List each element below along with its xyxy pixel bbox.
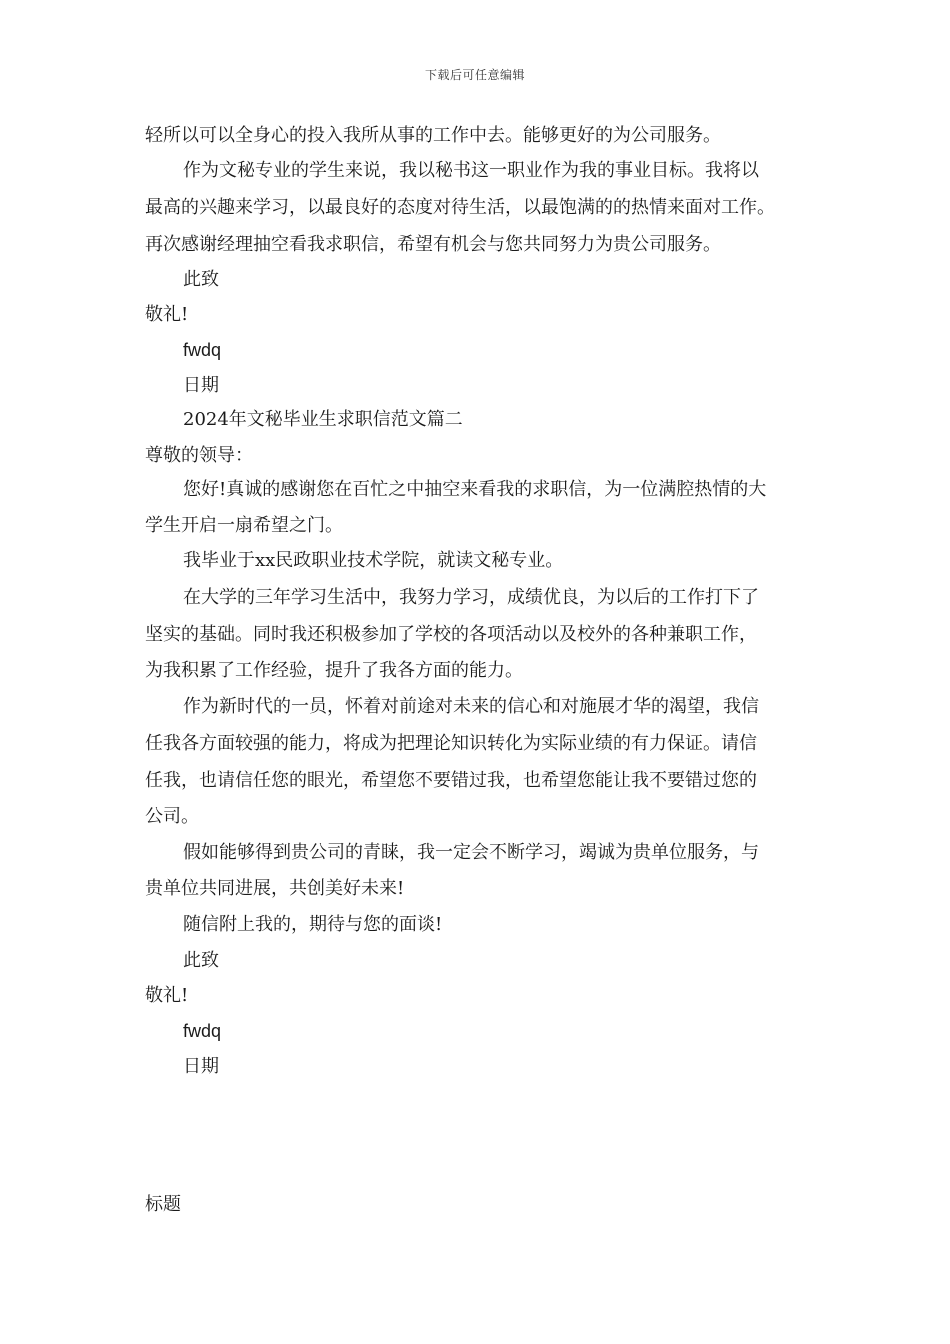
body-line: 随信附上我的，期待与您的面谈! bbox=[183, 914, 443, 935]
closing-line: 此致 bbox=[183, 269, 219, 290]
body-line: 学生开启一扇希望之门。 bbox=[145, 515, 343, 536]
body-line: 我毕业于xx民政职业技术学院，就读文秘专业。 bbox=[183, 550, 564, 571]
signature-line: fwdq bbox=[183, 1021, 222, 1041]
body-line: 轻所以可以全身心的投入我所从事的工作中去。能够更好的为公司服务。 bbox=[145, 125, 721, 146]
body-line: 坚实的基础。同时我还积极参加了学校的各项活动以及校外的各种兼职工作， bbox=[145, 624, 757, 645]
body-line: 贵单位共同进展，共创美好未来! bbox=[145, 878, 405, 899]
closing-line: 此致 bbox=[183, 950, 219, 971]
body-line: 最高的兴趣来学习，以最良好的态度对待生活，以最饱满的的热情来面对工作。 bbox=[145, 197, 775, 218]
salutation-line: 敬礼! bbox=[145, 985, 189, 1006]
date-line: 日期 bbox=[183, 1056, 219, 1077]
body-line: 在大学的三年学习生活中，我努力学习，成绩优良，为以后的工作打下了 bbox=[183, 587, 759, 608]
greeting-line: 尊敬的领导： bbox=[145, 445, 253, 466]
date-line: 日期 bbox=[183, 375, 219, 396]
body-line: 再次感谢经理抽空看我求职信，希望有机会与您共同努力为贵公司服务。 bbox=[145, 234, 721, 255]
body-line: 为我积累了工作经验，提升了我各方面的能力。 bbox=[145, 660, 523, 681]
salutation-line: 敬礼! bbox=[145, 304, 189, 325]
body-line: 您好!真诚的感谢您在百忙之中抽空来看我的求职信，为一位满腔热情的大 bbox=[183, 479, 767, 500]
body-line: 作为文秘专业的学生来说，我以秘书这一职业作为我的事业目标。我将以 bbox=[183, 160, 759, 181]
footer-label: 标题 bbox=[145, 1194, 181, 1215]
body-line: 公司。 bbox=[145, 806, 199, 827]
body-line: 任我各方面较强的能力，将成为把理论知识转化为实际业绩的有力保证。请信 bbox=[145, 733, 757, 754]
signature-line: fwdq bbox=[183, 340, 222, 360]
body-line: 作为新时代的一员，怀着对前途对未来的信心和对施展才华的渴望，我信 bbox=[183, 696, 759, 717]
section-title: 2024年文秘毕业生求职信范文篇二 bbox=[183, 409, 463, 430]
body-line: 任我，也请信任您的眼光，希望您不要错过我，也希望您能让我不要错过您的 bbox=[145, 770, 757, 791]
body-line: 假如能够得到贵公司的青睐，我一定会不断学习，竭诚为贵单位服务，与 bbox=[183, 842, 759, 863]
page-header: 下载后可任意编辑 bbox=[424, 68, 525, 82]
